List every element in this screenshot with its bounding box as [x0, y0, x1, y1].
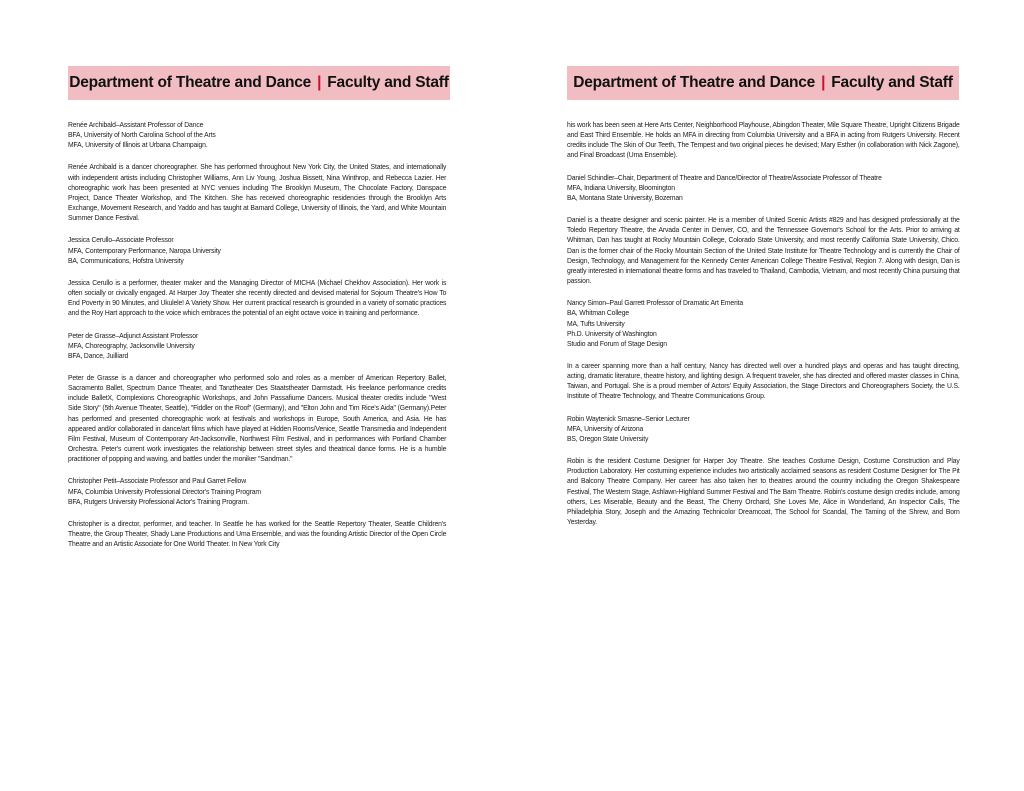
credentials [68, 331, 446, 361]
degree: BFA, Rutgers University Professional Actor's Training Program. [68, 497, 249, 506]
name-title: Daniel Schindler–Chair, Department of Theatre and Dance/Director of Theatre/Associate Professor of Theatre [567, 173, 882, 182]
name-title: Jessica Cerullo–Associate Professor [68, 236, 174, 245]
header-dept: Department of Theatre and Dance [573, 74, 816, 91]
faculty-entry-petit [68, 476, 446, 549]
degree: MFA, University of Arizona [567, 424, 644, 433]
degree: MFA, University of Illinois at Urbana Champaign. [68, 141, 208, 150]
page-header-left [68, 66, 450, 100]
degree: BA, Whitman College [567, 309, 629, 318]
header-separator: | [317, 74, 322, 91]
credentials [68, 235, 446, 265]
name-title: Christopher Petit–Associate Professor and Paul Garret Fellow [68, 477, 246, 486]
degree: MFA, Choreography, Jacksonville University [68, 341, 195, 350]
credentials [567, 298, 960, 349]
faculty-entry-petit-continued [567, 120, 960, 161]
degree: BS, Oregon State University [567, 434, 649, 443]
credentials [68, 120, 446, 150]
degree: MFA, Columbia University Professional Director's Training Program [68, 487, 261, 496]
credentials [567, 173, 960, 203]
faculty-entry-archibald [68, 120, 446, 223]
degree: MFA, Indiana University, Bloomington [567, 183, 675, 192]
header-section: Faculty and Staff [831, 74, 953, 91]
header-section: Faculty and Staff [327, 74, 449, 91]
bio-paragraph: Renée Archibald is a dancer choreographer. She has performed throughout New York City, the United States, and internationally with independent artists including Christopher Williams, Ann Liv Young, Joshua Bissett, Nina Winthrop, and Rebecca Lazier. Her choreographic work has been presented at NYC venues including The Brooklyn Museum, The Chocolate Factory, Danspace Project, Dance Theater Workshop, and The Kitchen. She has received choreographic residencies through the Brooklyn Arts Exchange, Movement Research, and Yaddo and has taught at Barnard College, University of Illinois, the Yard, and White Mountain Summer Dance Festival. [68, 163, 447, 223]
header-separator: | [821, 74, 826, 91]
page-header-right [567, 66, 959, 100]
degree: BA, Montana State University, Bozeman [567, 193, 683, 202]
right-content [567, 120, 960, 539]
name-title: Peter de Grasse–Adjunct Assistant Professor [68, 331, 199, 340]
degree: BFA, University of North Carolina School of the Arts [68, 131, 216, 140]
faculty-entry-simon [567, 298, 960, 401]
bio-paragraph: In a career spanning more than a half century, Nancy has directed well over a hundred plays and operas and has taught directing, acting, dramatic literature, theatre history, and lighting design. A frequent traveler, she has directed and offered master classes in China, Taiwan, and Portugal. She is a proud member of Actors' Equity Association, the Stage Directors and Choreographers Society, the U.S. Institute of Theatre Technology, and Theatre Communications Group. [567, 361, 960, 401]
bio-paragraph: his work has been seen at Here Arts Center, Neighborhood Playhouse, Abingdon Theater, Mile Square Theatre, Upright Citizens Brigade and East Third Ensemble. He holds an MFA in directing from Columbia University and a BFA in acting from Rutgers University. Recent credits include The Skin of Our Teeth, The Tempest and two original pieces he devised; Mary Esther (in collaboration with Nick Zagone), and Final Broadcast (Uma Ensemble). [567, 121, 960, 160]
degree: MA, Tufts University [567, 319, 625, 328]
degree: Studio and Forum of Stage Design [567, 339, 667, 348]
bio-paragraph: Christopher is a director, performer, and teacher. In Seattle he has worked for the Seattle Repertory Theater, Seattle Children's Theatre, the Group Theater, Shady Lane Productions and Uma Ensemble, and was the founding Artistic Director of the Open Circle Theatre and an Artistic Associate for One World Theater. In New York City [68, 519, 447, 549]
name-title: Robin Waytenick Smasne–Senior Lecturer [567, 414, 690, 423]
right-page [512, 0, 1024, 791]
degree: BA, Communications, Hofstra University [68, 256, 184, 265]
name-title: Nancy Simon–Paul Garrett Professor of Dramatic Art Emerita [567, 299, 743, 308]
degree: MFA, Contemporary Performance, Naropa University [68, 246, 221, 255]
faculty-entry-degrasse [68, 331, 446, 465]
faculty-entry-schindler [567, 173, 960, 287]
degree: Ph.D. University of Washington [567, 329, 657, 338]
header-dept: Department of Theatre and Dance [69, 74, 312, 91]
credentials [68, 476, 446, 506]
credentials [567, 414, 960, 444]
bio-paragraph: Peter de Grasse is a dancer and choreographer who performed solo and roles as a member of American Repertory Ballet, Sacramento Ballet, Spectrum Dance Theater, and Tanztheater Des Staatstheater Darmstadt. His freelance performance credits include BalletX, Complexions Choreographic Workshops, and John Passafiume Dancers. Musical theater credits include "West Side Story" (5th Avenue Theater, Seattle), "Fiddler on the Roof" (Germany), and "Elton John and Tim Rice's Aida" (Germany).Peter has performed and presented choreographic work at festivals and workshops in Europe, South America, and Asia. He has appeared and/or collaborated in dance/art films which have played at Hidden Rooms/Venice, Seattle Transmedia and Independent Film Festival, Museum of Contemporary Art-Jacksonville, Northwest Film Festival, and in performances with Portland Chamber Orchestra. Peter's current work investigates the relationship between street styles and theatrical dance forms. He is a humble practitioner of popping and waving, and battles under the moniker "Sandman." [68, 373, 447, 464]
name-title: Renée Archibald–Assistant Professor of Dance [68, 121, 204, 129]
bio-paragraph: Jessica Cerullo is a performer, theater maker and the Managing Director of MICHA (Michael Chekhov Association). Her work is often socially or civically engaged. At Harper Joy Theater she recently directed and devised material for Sojourn Theatre's How To End Poverty in 90 Minutes, and Ukulele! A Variety Show. Her current practical research is grounded in a variety of somatic practices and the Roy Hart approach to the voice which embraces the potential of an eight octave voice in training and performance. [68, 278, 447, 318]
bio-paragraph: Robin is the resident Costume Designer for Harper Joy Theatre. She teaches Costume Design, Costume Construction and Play Production Laboratory. Her costuming experience includes two artistically acclaimed seasons as resident Costume Designer for The Pit and Balcony Theatre Company. Her career has also taken her to theatres around the country including the Oregon Shakespeare Festival, The Western Stage, Ashlawn-Highland Summer Festival and The Barn Theatre. Robin's costume design credits include, among others, Les Miserable, Beauty and the Beast, The Cherry Orchard, She Loves Me, Alice in Wonderland, An Inspector Calls, The Philadelphia Story, Joseph and the Amazing Technicolor Dreamcoat, The School for Scandal, The Taming of the Shrew, and Born Yesterday. [567, 457, 960, 526]
left-content [68, 120, 446, 561]
faculty-entry-smasne [567, 414, 960, 528]
faculty-entry-cerullo [68, 235, 446, 318]
degree: BFA, Dance, Juilliard [68, 351, 129, 360]
bio-paragraph: Daniel is a theatre designer and scenic painter. He is a member of United Scenic Artists #829 and has designed professionally at the Toledo Repertory Theatre, the Arvada Center in Denver, CO, and the Tennessee Governor's School for the Arts. Prior to arriving at Whitman, Dan has taught at Rocky Mountain College, Colorado State University, and most recently California State University, Chico. Dan is the former chair of the Rocky Mountain Section of the United State Institute for Theatre Technology and is currently the Chair of Design, Technology, and Management for the Kennedy Center American College Theatre Festival, Region 7. Along with design, Dan is greatly interested in international theatre forms and has traveled to Thailand, Cambodia, Vietnam, and most recently China pursuing that passion. [567, 216, 960, 286]
